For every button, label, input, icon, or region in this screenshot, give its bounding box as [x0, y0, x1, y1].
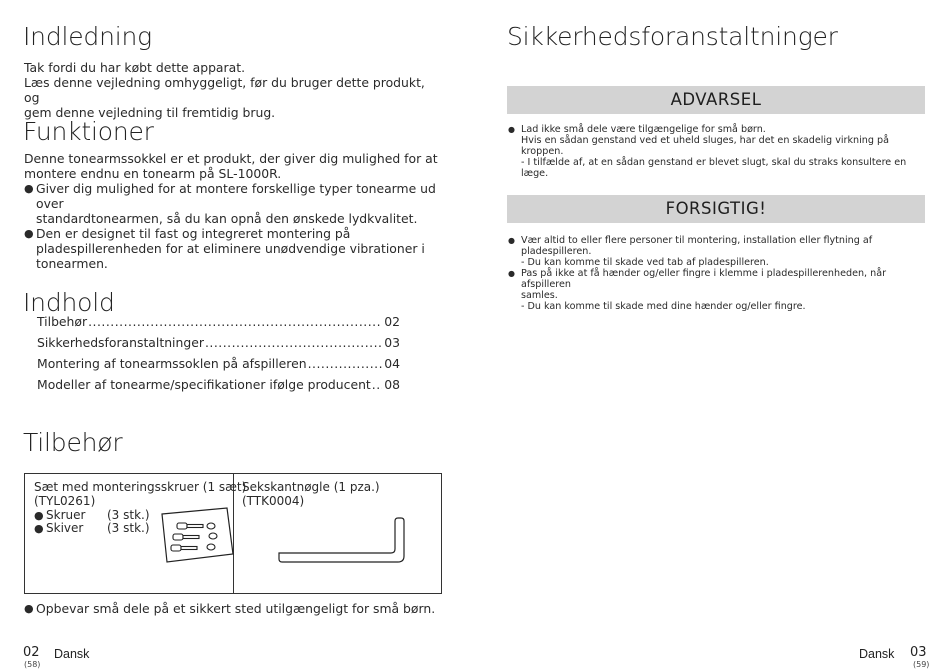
warning-bullet: ● Lad ikke små dele være tilgængelige for små børn. Hvis en sådan genstand ved et uheld sluges, har det en skadelig virkning på kroppen. - I tilfælde af, at en sådan genstand er blevet slugt, skal du straks konsultere en læge.: [507, 124, 927, 179]
caution-bullet: ● Pas på ikke at få hænder og/eller fingre i klemme i pladespillerenheden, når afspilleren samles. - Du kan komme til skade med dine hænder og/eller fingre.: [507, 268, 927, 312]
washer-item: ● Skiver (3 stk.): [34, 522, 150, 535]
functions-bullet: ● Giver dig mulighed for at montere forskellige typer tonearme ud over standardtonearmen, så du kan opnå den ønskede lydkvalitet.: [24, 181, 449, 226]
table-of-contents: [37, 314, 400, 398]
contents-heading: Indhold: [23, 288, 115, 317]
functions-bullet: ● Den er designet til fast og integreret montering på pladespillerenheden for at eliminere unødvendige vibrationer i tonearmen.: [24, 226, 449, 271]
toc-item[interactable]: Tilbehør ..... 02: [37, 314, 400, 335]
screws-washers-bag-icon: [153, 506, 235, 564]
intro-heading: Indledning: [23, 22, 152, 51]
toc-item[interactable]: Montering af tonearmssoklen på afspilleren ..... 04: [37, 356, 400, 377]
warning-text: [507, 124, 927, 179]
page-number-right: 03: [910, 645, 927, 660]
page-subnumber-right: (59): [913, 660, 930, 669]
language-label-right: Dansk: [859, 647, 895, 661]
accessories-table: [24, 473, 442, 594]
hex-key-cell: [233, 474, 441, 593]
screw-set-code: (TYL0261): [34, 494, 96, 508]
accessories-note: ● Opbevar små dele på et sikkert sted utilgængeligt for små børn.: [24, 601, 456, 616]
functions-heading: Funktioner: [23, 117, 154, 146]
page-number-left: 02: [23, 645, 40, 660]
hex-key-title: Sekskantnøgle (1 pza.): [242, 480, 380, 494]
warning-banner: ADVARSEL: [507, 86, 925, 114]
safety-heading: Sikkerhedsforanstaltninger: [507, 22, 838, 51]
hex-key-icon: [277, 516, 407, 566]
language-label-left: Dansk: [54, 647, 90, 661]
intro-line: Læs denne vejledning omhyggeligt, før du bruger dette produkt, og: [24, 75, 425, 105]
functions-text: [24, 151, 449, 271]
intro-text: [24, 60, 444, 120]
intro-line: Tak fordi du har købt dette apparat.: [24, 60, 246, 75]
screw-set-cell: [25, 474, 247, 593]
intro-line: gem denne vejledning til fremtidig brug.: [24, 105, 276, 120]
toc-item[interactable]: Sikkerhedsforanstaltninger ..... 03: [37, 335, 400, 356]
caution-bullet: ● Vær altid to eller flere personer til montering, installation eller flytning af pladespilleren. - Du kan komme til skade ved tab af pladespilleren.: [507, 235, 927, 268]
caution-banner: FORSIGTIG!: [507, 195, 925, 223]
functions-desc-line: montere endnu en tonearm på SL-1000R.: [24, 166, 282, 181]
functions-desc-line: Denne tonearmssokkel er et produkt, der giver dig mulighed for at: [24, 151, 438, 166]
caution-text: [507, 235, 927, 312]
accessories-heading: Tilbehør: [23, 428, 123, 457]
toc-item[interactable]: Modeller af tonearme/specifikationer ifølge producent ..... 08: [37, 377, 400, 398]
screw-set-title: Sæt med monteringsskruer (1 sæt): [34, 480, 247, 494]
screw-set-items: [34, 509, 150, 535]
page-subnumber-left: (58): [24, 660, 41, 669]
hex-key-code: (TTK0004): [242, 494, 305, 508]
screw-item: ● Skruer (3 stk.): [34, 509, 150, 522]
